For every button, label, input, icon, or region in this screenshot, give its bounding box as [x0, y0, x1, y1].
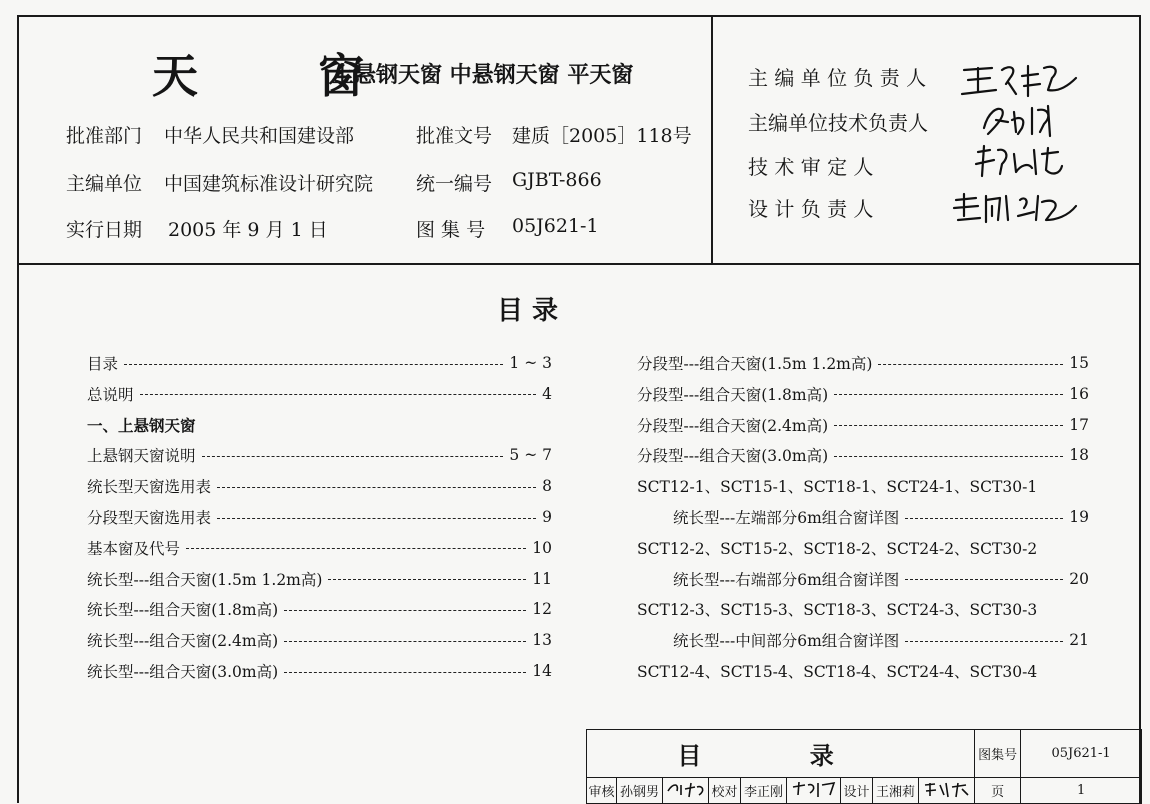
toc-entry-label: SCT12-3、SCT15-3、SCT18-3、SCT24-3、SCT30-3 [637, 601, 1038, 620]
review-label-cell: 审核 [587, 778, 617, 804]
toc-entry-label: 总说明 [87, 385, 134, 404]
chief-unit-head-label: 主 编 单 位 负 责 人 [748, 66, 927, 90]
toc-entry [637, 475, 1089, 497]
toc-entry [673, 629, 1089, 651]
toc-entry [87, 506, 552, 528]
toc-title: 目 录 [497, 296, 559, 326]
atlas-no-label-cell: 图集号 [975, 730, 1021, 778]
review-name-cell: 孙钢男 [617, 778, 663, 804]
toc-entry-page: 16 [1069, 384, 1089, 403]
toc-entry-page: 11 [532, 569, 552, 588]
toc-leader-line [284, 610, 526, 611]
title-block [586, 729, 1142, 804]
signature-chief-head [958, 56, 1088, 101]
toc-leader-line [878, 364, 1063, 365]
toc-entry-page: 5 ~ 7 [509, 446, 552, 465]
toc-leader-line [328, 579, 526, 580]
toc-entry-page: 21 [1069, 631, 1089, 650]
toc-entry-label: 基本窗及代号 [87, 539, 181, 558]
approval-doc-value: 建质［2005］118号 [512, 125, 692, 147]
effective-date-value: 2005 年 9 月 1 日 [168, 219, 328, 241]
toc-entry-label: 分段型---组合天窗(1.5m 1.2m高) [637, 355, 873, 373]
approval-doc-label: 批准文号 [416, 125, 493, 147]
chief-unit-label: 主编单位 [66, 173, 143, 195]
toc-entry-label: SCT12-1、SCT15-1、SCT18-1、SCT24-1、SCT30-1 [637, 478, 1038, 497]
check-signature-cell [787, 778, 841, 804]
signature-design-lead [950, 186, 1085, 231]
atlas-no-value-cell: 05J621-1 [1021, 730, 1142, 778]
toc-entry [87, 598, 552, 620]
header-divider [17, 263, 1141, 265]
effective-date-label: 实行日期 [66, 219, 143, 241]
toc-entry [637, 598, 1089, 620]
toc-entry-label: SCT12-4、SCT15-4、SCT18-4、SCT24-4、SCT30-4 [637, 663, 1038, 681]
toc-leader-line [140, 394, 537, 395]
sub-title: 上悬钢天窗 中悬钢天窗 平天窗 [332, 63, 634, 88]
chief-unit-value: 中国建筑标准设计研究院 [164, 173, 374, 195]
toc-entry-page: 9 [542, 508, 552, 526]
toc-leader-line [202, 456, 504, 457]
toc-entry-page: 14 [532, 662, 552, 680]
check-name-cell: 李正刚 [741, 778, 787, 804]
main-title: 天 窗 [152, 49, 417, 103]
toc-entry-page: 17 [1069, 415, 1089, 434]
review-signature [665, 779, 707, 799]
toc-leader-line [834, 394, 1063, 395]
design-name-cell: 王湘莉 [873, 778, 919, 804]
title-block-title: 目 录 [587, 730, 975, 778]
toc-entry-page: 10 [532, 538, 552, 557]
unified-code-value: GJBT-866 [512, 169, 602, 191]
toc-leader-line [217, 487, 536, 488]
signature-tech-head [976, 98, 1066, 143]
toc-entry-label: 统长型---右端部分6m组合窗详图 [673, 570, 900, 589]
toc-entry [87, 352, 552, 374]
toc-entry-page: 13 [532, 631, 552, 650]
check-signature [790, 779, 838, 799]
toc-entry-page: 8 [542, 477, 552, 496]
toc-leader-line [124, 364, 503, 365]
toc-entry-page: 15 [1069, 354, 1089, 372]
toc-entry [87, 444, 552, 466]
toc-entry-page: 1 ~ 3 [509, 354, 552, 372]
toc-entry-label: 分段型---组合天窗(1.8m高) [637, 385, 829, 404]
toc-entry-label: 统长型---中间部分6m组合窗详图 [673, 632, 900, 651]
design-lead-label: 设 计 负 责 人 [748, 197, 874, 221]
toc-leader-line [217, 518, 536, 519]
toc-leader-line [834, 456, 1063, 457]
toc-entry-label: 一、上悬钢天窗 [87, 416, 196, 435]
toc-entry-label: 分段型---组合天窗(3.0m高) [637, 447, 829, 466]
approval-dept-label: 批准部门 [66, 125, 143, 147]
toc-leader-line [905, 518, 1063, 519]
toc-entry-label: 上悬钢天窗说明 [87, 447, 196, 466]
approval-dept-value: 中华人民共和国建设部 [164, 125, 355, 147]
toc-entry [637, 352, 1089, 374]
signature-technical-reviewer [972, 140, 1067, 185]
toc-entry [637, 383, 1089, 405]
toc-entry [637, 444, 1089, 466]
design-signature [922, 779, 972, 799]
page-label-cell: 页 [975, 778, 1021, 804]
toc-entry-label: 分段型天窗选用表 [87, 509, 212, 527]
header-vertical-divider [711, 15, 713, 264]
technical-reviewer-label: 技 术 审 定 人 [748, 155, 874, 179]
toc-entry [637, 414, 1089, 436]
unified-code-label: 统一编号 [416, 173, 493, 195]
toc-entry-label: 统长型---左端部分6m组合窗详图 [673, 509, 900, 527]
toc-entry-label: 统长型---组合天窗(2.4m高) [87, 632, 279, 651]
toc-entry-label: 统长型---组合天窗(1.5m 1.2m高) [87, 570, 323, 589]
page-value-cell: 1 [1021, 778, 1142, 804]
toc-entry [87, 475, 552, 497]
toc-entry-label: 统长型---组合天窗(1.8m高) [87, 601, 279, 620]
toc-entry [673, 568, 1089, 590]
toc-entry-page: 12 [532, 600, 552, 619]
toc-leader-line [905, 641, 1063, 642]
toc-entry [87, 414, 552, 436]
design-label-cell: 设计 [841, 778, 873, 804]
toc-entry-label: SCT12-2、SCT15-2、SCT18-2、SCT24-2、SCT30-2 [637, 539, 1038, 558]
toc-leader-line [905, 579, 1063, 580]
toc-entry [637, 537, 1089, 559]
toc-entry [87, 568, 552, 590]
check-label-cell: 校对 [709, 778, 741, 804]
toc-entry-label: 统长型---组合天窗(3.0m高) [87, 663, 279, 681]
toc-entry [87, 629, 552, 651]
toc-leader-line [834, 425, 1063, 426]
toc-entry [673, 506, 1089, 528]
toc-leader-line [284, 641, 526, 642]
design-signature-cell [919, 778, 975, 804]
toc-entry [87, 660, 552, 682]
toc-entry [87, 383, 552, 405]
atlas-number-value: 05J621-1 [512, 215, 599, 237]
toc-entry [637, 660, 1089, 682]
atlas-number-label: 图 集 号 [416, 219, 486, 241]
toc-entry-label: 分段型---组合天窗(2.4m高) [637, 416, 829, 435]
toc-entry [87, 537, 552, 559]
toc-leader-line [186, 548, 526, 549]
chief-unit-tech-head-label: 主编单位技术负责人 [748, 111, 928, 135]
review-signature-cell [663, 778, 709, 804]
toc-leader-line [284, 672, 526, 673]
toc-entry-label: 目录 [87, 355, 119, 373]
toc-entry-label: 统长型天窗选用表 [87, 478, 212, 497]
toc-entry-page: 20 [1069, 569, 1089, 588]
toc-entry-page: 18 [1069, 446, 1089, 465]
toc-entry-page: 19 [1069, 508, 1089, 526]
toc-entry-page: 4 [542, 384, 552, 403]
